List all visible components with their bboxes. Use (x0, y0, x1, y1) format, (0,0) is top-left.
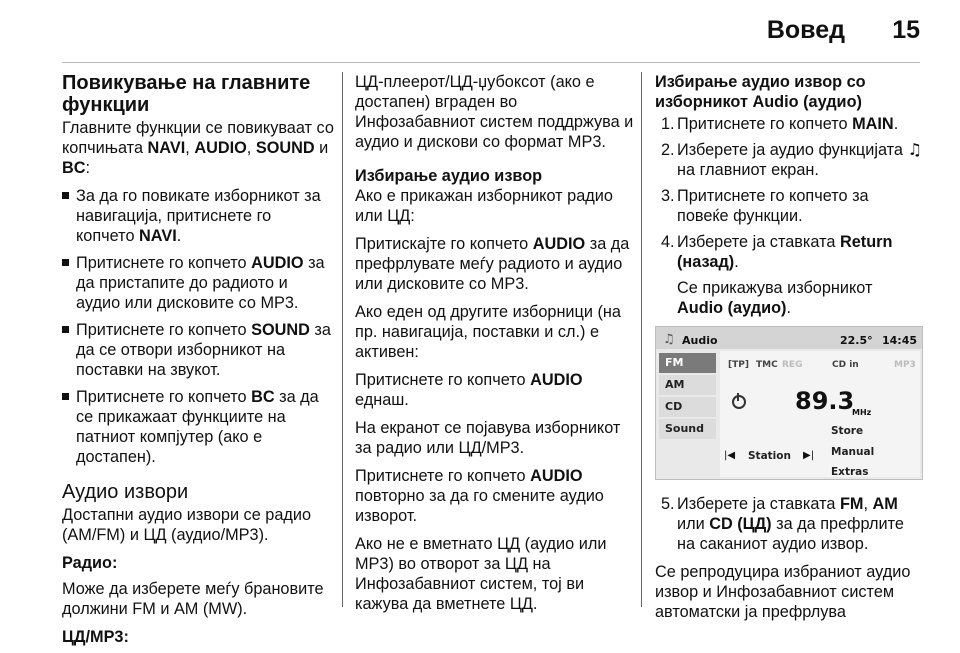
page-header (0, 0, 960, 62)
item-am: AM (872, 495, 898, 513)
key-return: Return (назад) (677, 233, 893, 271)
text: Изберете ја ставката (677, 495, 840, 513)
radio-paragraph: Може да изберете меѓу брановите должини FM и AM (MW). (62, 580, 324, 618)
text: за да се прикажаат функциите на патниот компјутер (ако е достапен). (76, 388, 319, 466)
paragraph (355, 466, 635, 526)
next-station-icon[interactable]: ▶| (803, 450, 815, 461)
list-item (655, 186, 923, 226)
header-divider (62, 62, 920, 63)
item-fm: FM (839, 495, 864, 513)
text: Изберете ја аудио функцијата (677, 141, 908, 159)
column-divider (342, 72, 343, 607)
list-item (62, 387, 334, 467)
paragraph: На екранот се појавува изборникот за радио или ЦД/MP3. (355, 419, 621, 457)
page-number: 15 (892, 16, 920, 44)
paragraph (355, 370, 635, 410)
previous-station-icon[interactable]: |◀ (724, 450, 736, 461)
reg-indicator: REG (782, 360, 803, 370)
mp3-indicator: MP3 (894, 360, 916, 370)
extras-button[interactable]: Extras (831, 466, 869, 478)
bullet-list (62, 186, 334, 467)
menu-name: Audio (аудио) (677, 299, 787, 317)
list-item (655, 140, 923, 180)
page-title: Вовед (766, 16, 845, 44)
text: еднаш. (355, 391, 409, 409)
text: за да пристапите до радиото и аудио или дисковите со MP3. (76, 254, 325, 312)
text: Притиснете го копчето (677, 115, 853, 133)
music-note-icon: ♫ (907, 140, 923, 159)
column-3 (655, 72, 923, 630)
column-2 (355, 72, 635, 622)
key-audio: AUDIO (530, 371, 583, 389)
text: Главните функции се повикуваат со копчињата (62, 119, 334, 157)
text: За да го повикате изборникот за навигација, притиснете го копчето (76, 187, 321, 245)
manual-button[interactable]: Manual (831, 446, 875, 458)
key-navi: NAVI (147, 139, 186, 157)
column-divider (641, 72, 642, 607)
tab-sound[interactable]: Sound (659, 419, 716, 439)
section-heading: Аудио извори (62, 481, 189, 503)
final-paragraph: Се репродуцира избраниот аудио извор и Инфозабавниот систем автоматски ја префрлува (655, 563, 911, 621)
list-item (62, 253, 334, 313)
text: . (893, 115, 899, 133)
text: Притискајте го копчето (355, 235, 533, 253)
tab-am[interactable]: AM (659, 375, 716, 395)
text: : (85, 159, 91, 177)
tab-cd[interactable]: CD (659, 397, 716, 417)
text: на главниот екран. (677, 161, 819, 179)
list-item (655, 232, 923, 318)
list-item (655, 494, 923, 554)
text: Притиснете го копчето (76, 388, 252, 406)
list-item (62, 186, 334, 246)
tp-indicator: [TP] (728, 360, 749, 370)
steps-list-continued (655, 494, 923, 554)
step-number: 4. (661, 233, 675, 251)
text: . (176, 227, 182, 245)
frequency-display: 89.3 (795, 387, 855, 415)
store-button[interactable]: Store (831, 425, 864, 437)
screen-title-bar (656, 327, 922, 349)
text: повторно за да го смените аудио изворот. (355, 487, 604, 525)
column-1 (62, 72, 334, 653)
text: и (314, 139, 329, 157)
audio-screen-illustration (655, 326, 923, 480)
text: Притиснете го копчето за повеќе функции. (677, 187, 869, 225)
intro-paragraph (62, 118, 334, 178)
step-number: 1. (661, 115, 675, 133)
steps-list (655, 114, 923, 318)
radio-heading: Радио: (62, 554, 118, 572)
list-item (655, 114, 923, 134)
key-audio: AUDIO (194, 139, 247, 157)
text: Притиснете го копчето (355, 371, 531, 389)
key-sound: SOUND (255, 139, 315, 157)
text: Се прикажува изборникот (677, 279, 873, 297)
text: , (863, 495, 873, 513)
key-label: BC (251, 388, 275, 406)
key-label: AUDIO (251, 254, 304, 272)
radio-panel (720, 351, 920, 477)
cd-paragraph: ЦД-плеерот/ЦД-џубоксот (ако е достапен) вграден во Инфозабавниот систем поддржува и аудио и дискови со формат MP3. (355, 73, 634, 151)
power-icon[interactable] (732, 395, 746, 409)
step-number: 2. (661, 141, 675, 159)
step-note (677, 278, 923, 318)
text: Притиснете го копчето (76, 254, 252, 272)
text: , (185, 139, 195, 157)
cd-heading: ЦД/MP3: (62, 628, 129, 646)
key-bc: BC (62, 159, 86, 177)
subsection-heading: Избирање аудио извор (355, 167, 543, 185)
item-cd: CD (ЦД) (709, 515, 772, 533)
temperature: 22.5° (840, 334, 873, 347)
key-audio: AUDIO (530, 467, 583, 485)
key-label: NAVI (139, 227, 177, 245)
text: Изберете ја ставката (677, 233, 840, 251)
tmc-indicator: TMC (756, 360, 778, 370)
frequency-unit: MHz (852, 408, 872, 417)
text: за да префрлувате меѓу радиото и аудио или дисковите со MP3. (355, 235, 630, 293)
list-item (62, 320, 334, 380)
step-number: 3. (661, 187, 675, 205)
sources-paragraph: Достапни аудио извори се радио (AM/FM) и ЦД (аудио/MP3). (62, 506, 312, 544)
music-note-icon: ♫ (663, 332, 675, 347)
paragraph: Ако е прикажан изборникот радио или ЦД: (355, 187, 613, 225)
text: Притиснете го копчето (355, 467, 531, 485)
station-label: Station (748, 450, 791, 462)
key-main: MAIN (852, 115, 894, 133)
text: , (246, 139, 256, 157)
text: Притиснете го копчето (76, 321, 252, 339)
key-label: SOUND (251, 321, 310, 339)
paragraph: Ако не е вметнато ЦД (аудио или MP3) во отворот за ЦД на Инфозабавниот систем, тој ви кажува да вметнете ЦД. (355, 535, 607, 613)
text: за да префрлите на саканиот аудио извор. (677, 515, 904, 553)
paragraph: Ако еден од другите изборници (на пр. навигација, поставки и сл.) е активен: (355, 303, 621, 361)
subsection-heading: Избирање аудио извор со изборникот Audio (аудио) (655, 73, 866, 111)
text: . (786, 299, 792, 317)
step-number: 5. (661, 495, 675, 513)
key-audio: AUDIO (532, 235, 586, 253)
text: . (734, 253, 739, 271)
text: или (677, 515, 710, 533)
screen-title: Audio (682, 334, 718, 347)
text: за да се отвори изборникот на поставки на звукот. (76, 321, 331, 379)
clock: 14:45 (882, 334, 918, 347)
paragraph (355, 234, 635, 294)
section-heading: Повикување на главните функции (62, 72, 311, 116)
tab-fm[interactable]: FM (659, 353, 716, 373)
cd-in-indicator: CD in (832, 360, 859, 370)
